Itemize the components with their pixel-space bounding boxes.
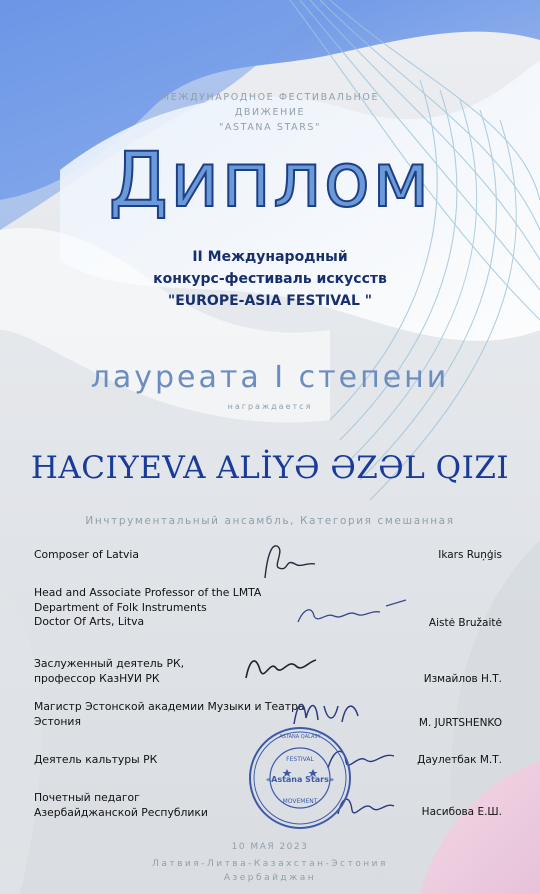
jury-1-name: Ikars Ruņģis xyxy=(438,549,502,561)
svg-text:«Astana Stars»: «Astana Stars» xyxy=(265,775,335,784)
participating-countries xyxy=(0,857,540,885)
organization-heading xyxy=(0,90,540,135)
festival-stamp-icon xyxy=(247,725,353,831)
svg-text:FESTIVAL: FESTIVAL xyxy=(286,756,314,763)
issue-date: 10 МАЯ 2023 xyxy=(231,842,309,852)
jury-6-role-line-1: Почетный педагог xyxy=(34,791,140,804)
jury-4-name: M. JURTSHENKO xyxy=(418,717,502,729)
organization-line-3: "ASTANA STARS" xyxy=(218,122,322,133)
jury-6-role-line-2: Азербайджанской Республики xyxy=(34,805,208,819)
jury-5-name: Даулетбак М.Т. xyxy=(417,754,502,766)
jury-2-name: Aistė Bružaitė xyxy=(428,617,502,629)
countries-line-2: Азербайджан xyxy=(223,873,317,883)
svg-text:MOVEMENT: MOVEMENT xyxy=(282,798,318,805)
laureate-degree: лауреата I степени xyxy=(90,360,450,395)
jury-2-role-line-3: Doctor Of Arts, Litva xyxy=(34,615,145,628)
organization-line-2: ДВИЖЕНИЕ xyxy=(234,107,306,118)
jury-1-role-line: Composer of Latvia xyxy=(34,548,139,561)
jury-3-name: Измайлов Н.Т. xyxy=(423,673,502,685)
nomination-category: Инчтрументальный ансамбль, Категория смешанная xyxy=(85,515,455,527)
recipient-name: HACIYEVA ALİYƏ ƏZƏL QIZI xyxy=(30,450,510,486)
jury-2-role xyxy=(34,586,314,630)
jury-3-role-line-2: профессор КазНУИ РК xyxy=(34,671,160,685)
jury-4-role-line-2: Эстония xyxy=(34,714,81,728)
awarded-label: награждается xyxy=(227,402,313,411)
contest-line-2: конкурс-фестиваль искусств xyxy=(153,271,387,287)
organization-line-1: МЕЖДУНАРОДНОЕ ФЕСТИВАЛЬНОЕ xyxy=(160,92,380,103)
svg-text:ASTANA QALASY: ASTANA QALASY xyxy=(279,734,321,740)
jury-5-role-line: Деятель кальтуры РК xyxy=(34,753,158,766)
contest-line-3: "EUROPE-ASIA FESTIVAL " xyxy=(167,293,373,309)
jury-3-role-line-1: Заслуженный деятель РК, xyxy=(34,657,185,670)
contest-line-1: II Международный xyxy=(192,249,348,265)
signature-3-icon xyxy=(240,648,320,688)
jury-4-role-line-1: Магистр Эстонской академии Музыки и Театра xyxy=(34,700,305,713)
contest-name xyxy=(0,246,540,312)
signature-1-icon xyxy=(255,538,325,586)
diploma-title: Диплом xyxy=(108,135,432,224)
jury-6-name: Насибова Е.Ш. xyxy=(421,806,502,818)
jury-2-role-line-2: Department of Folk Instruments xyxy=(34,600,207,614)
jury-2-role-line-1: Head and Associate Professor of the LMTA xyxy=(34,586,262,599)
countries-line-1: Латвия-Литва-Казахстан-Эстония xyxy=(152,859,388,869)
signature-2-icon xyxy=(290,594,410,634)
